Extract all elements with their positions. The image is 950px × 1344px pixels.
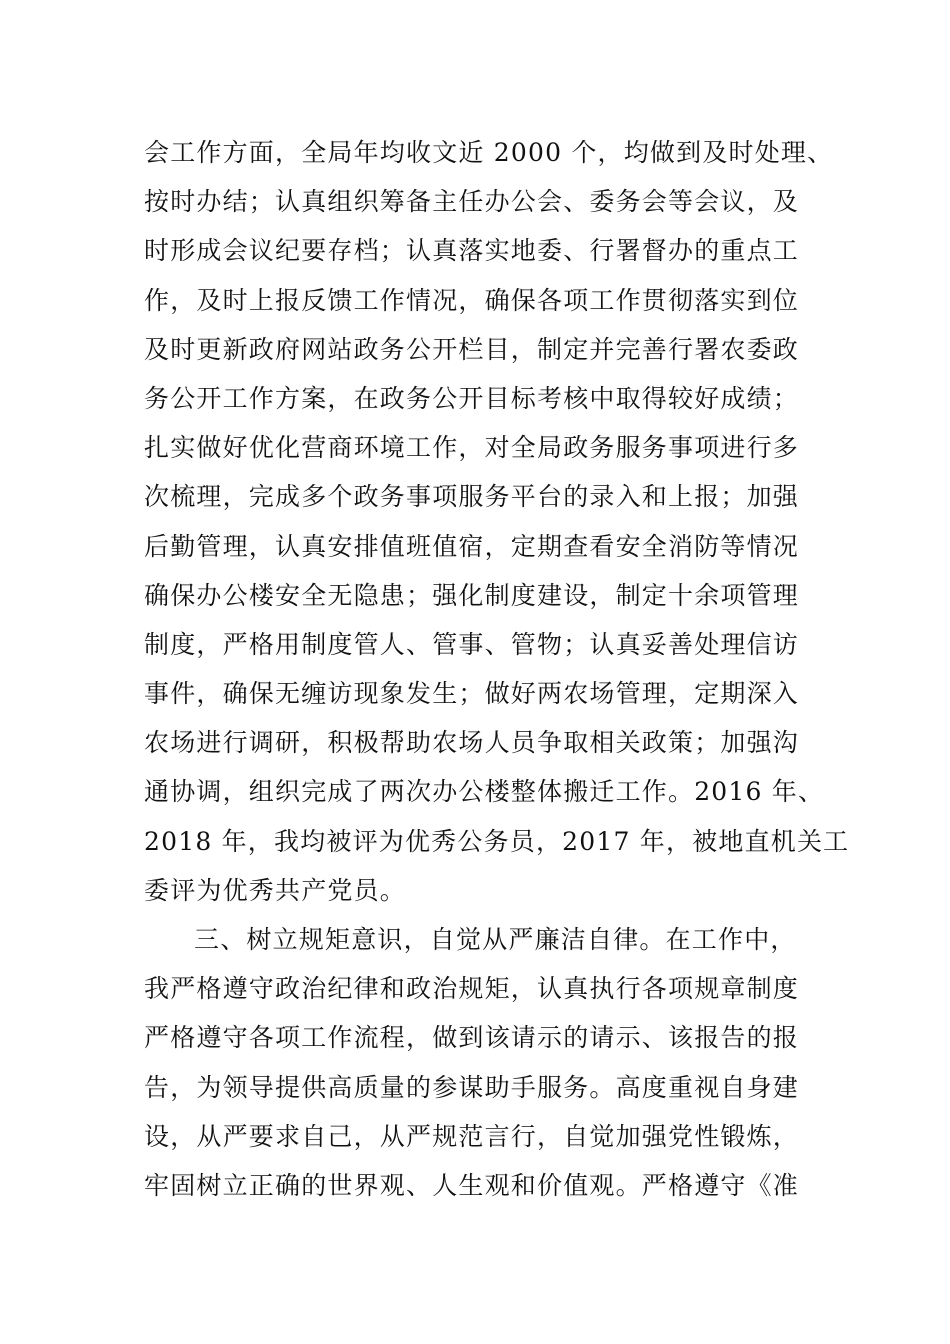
text-line-22: 牢固树立正确的世界观、人生观和价值观。严格遵守《准 bbox=[144, 1170, 800, 1200]
text-line-12: 事件，确保无缠访现象发生；做好两农场管理，定期深入 bbox=[144, 679, 800, 709]
text-line-2: 按时办结；认真组织筹备主任办公会、委务会等会议，及 bbox=[144, 187, 800, 217]
text-line-16: 委评为优秀共产党员。 bbox=[144, 875, 407, 905]
text-line-8: 次梳理，完成多个政务事项服务平台的录入和上报；加强 bbox=[144, 482, 800, 512]
text-line-7: 扎实做好优化营商环境工作，对全局政务服务事项进行多 bbox=[144, 433, 800, 463]
text-line-21: 设，从严要求自己，从严规范言行，自觉加强党性锻炼， bbox=[144, 1121, 800, 1151]
text-line-13: 农场进行调研，积极帮助农场人员争取相关政策；加强沟 bbox=[144, 728, 800, 758]
text-line-15: 2018 年，我均被评为优秀公务员，2017 年，被地直机关工 bbox=[144, 826, 850, 856]
text-line-20: 告，为领导提供高质量的参谋助手服务。高度重视自身建 bbox=[144, 1072, 800, 1102]
text-line-4: 作，及时上报反馈工作情况，确保各项工作贯彻落实到位 bbox=[144, 285, 800, 315]
text-line-5: 及时更新政府网站政务公开栏目，制定并完善行署农委政 bbox=[144, 334, 800, 364]
text-line-14: 通协调，组织完成了两次办公楼整体搬迁工作。2016 年、 bbox=[144, 777, 825, 807]
text-line-10: 确保办公楼安全无隐患；强化制度建设，制定十余项管理 bbox=[144, 580, 800, 610]
text-line-1: 会工作方面，全局年均收文近 2000 个，均做到及时处理、 bbox=[144, 138, 834, 167]
text-line-6: 务公开工作方案，在政务公开目标考核中取得较好成绩； bbox=[144, 383, 800, 413]
section-heading-line: 三、树立规矩意识，自觉从严廉洁自律。在工作中， bbox=[194, 925, 797, 954]
body-text bbox=[144, 128, 850, 1210]
text-line-3: 时形成会议纪要存档；认真落实地委、行署督办的重点工 bbox=[144, 236, 800, 266]
text-line-9: 后勤管理，认真安排值班值宿，定期查看安全消防等情况 bbox=[144, 531, 800, 561]
text-line-11: 制度，严格用制度管人、管事、管物；认真妥善处理信访 bbox=[144, 629, 800, 659]
text-line-18: 我严格遵守政治纪律和政治规矩，认真执行各项规章制度 bbox=[144, 974, 800, 1004]
text-line-19: 严格遵守各项工作流程，做到该请示的请示、该报告的报 bbox=[144, 1023, 800, 1053]
